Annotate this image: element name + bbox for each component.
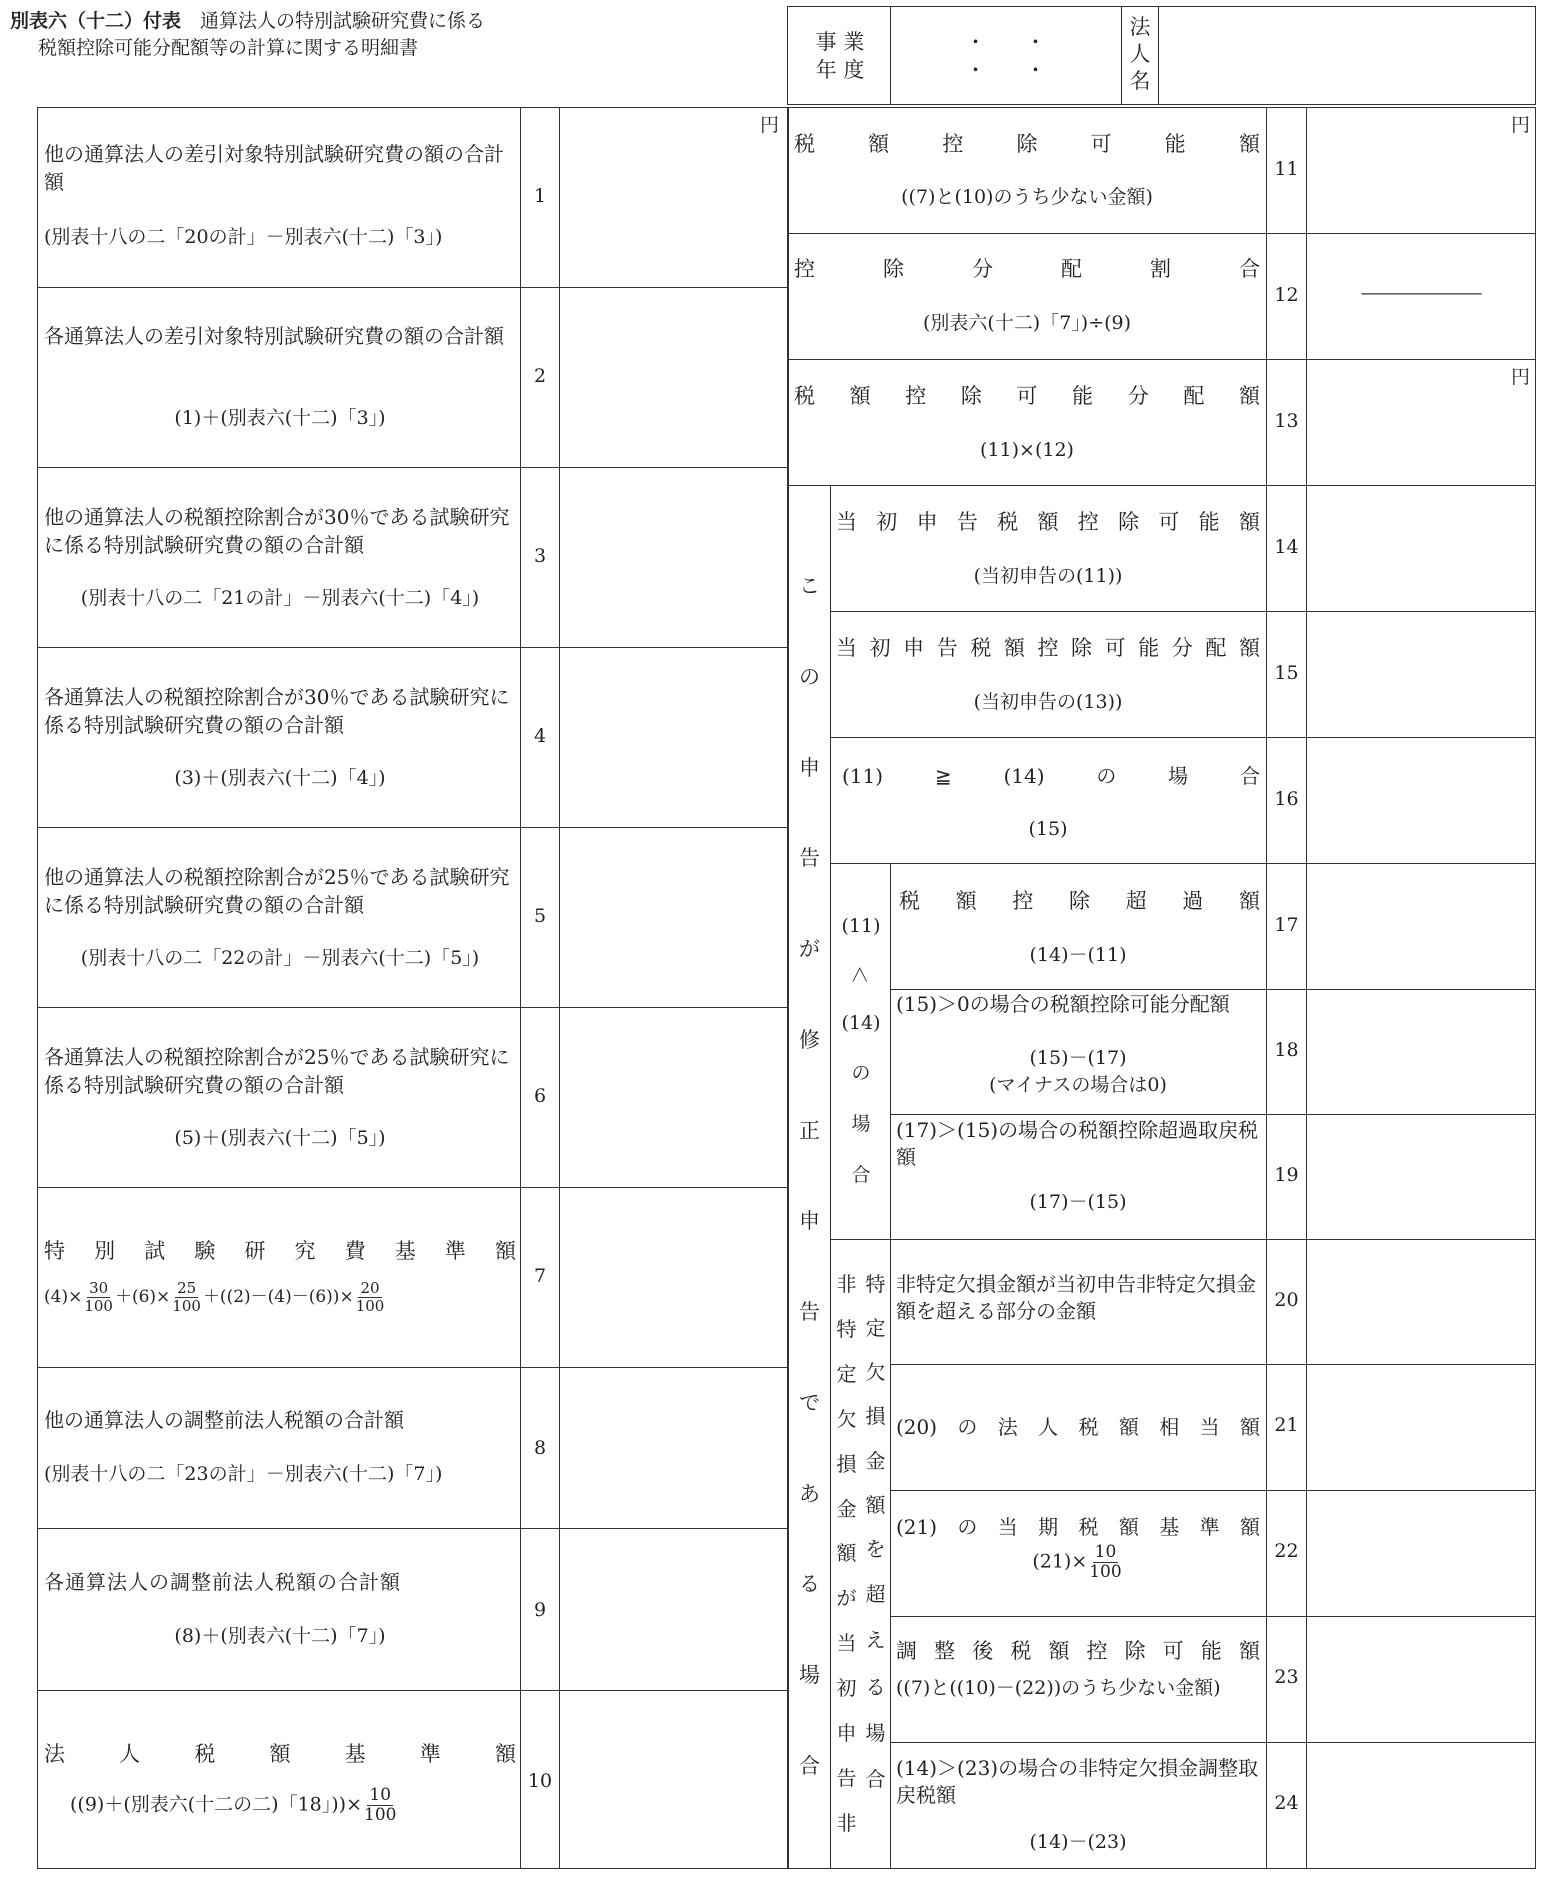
row-21-number: 21 [1274, 1414, 1299, 1436]
row-1-formula: (別表十八の二「20の計」－別表六(十二)「3」) [44, 226, 443, 248]
form-title: 別表六（十二）付表 通算法人の特別試験研究費に係る 税額控除可能分配額等の計算に関する明細書 [10, 10, 486, 59]
row-14-amount-field[interactable] [1308, 486, 1535, 611]
row-2-formula: (1)＋(別表六(十二)「3」) [174, 407, 386, 429]
row-5-label: 他の通算法人の税額控除割合が25％である試験研究に係る特別試験研究費の額の合計額 [44, 865, 510, 917]
row-17-formula: (14)－(11) [1029, 944, 1127, 966]
yen-unit: 円 [760, 114, 780, 136]
row-23-label: 調 整 後 税 額 控 除 可 能 額 [896, 1639, 1260, 1663]
row-15-number: 15 [1274, 662, 1299, 684]
row-22-number: 22 [1274, 1540, 1299, 1562]
row-16-number: 16 [1274, 788, 1299, 810]
row-6-amount-field[interactable] [561, 1008, 787, 1187]
row-18-formula: (15)－(17) [1029, 1047, 1127, 1069]
row-9-formula: (8)＋(別表六(十二)「7」) [174, 1625, 386, 1647]
case-11-lt-14-label: (11) ＜ (14) の 場 合 [841, 915, 881, 1186]
row-11-amount-field[interactable] [1308, 108, 1535, 233]
row-10-number: 10 [527, 1770, 553, 1792]
row-22-label: (21) の 当 期 税 額 基 準 額 [896, 1515, 1260, 1539]
row-13-label: 税 額 控 除 可 能 分 配 額 [794, 384, 1260, 408]
row-5-number: 5 [533, 905, 547, 927]
row-12-label: 控 除 分 配 割 合 [794, 257, 1260, 281]
row-16-formula: (15) [1028, 818, 1068, 840]
row-1-amount-field[interactable] [561, 108, 787, 287]
row-4-amount-field[interactable] [561, 648, 787, 827]
row-20-number: 20 [1274, 1289, 1299, 1311]
row-10-label: 法 人 税 額 基 準 額 [44, 1742, 516, 1766]
row-11-formula: ((7)と(10)のうち少ない金額) [901, 186, 1153, 208]
row-3-amount-field[interactable] [561, 468, 787, 647]
row-19-amount-field[interactable] [1308, 1115, 1535, 1239]
row-24-number: 24 [1274, 1792, 1299, 1814]
row-9-amount-field[interactable] [561, 1529, 787, 1690]
row-7-amount-field[interactable] [561, 1188, 787, 1367]
row-19-label: (17)＞(15)の場合の税額控除超過取戻税額 [896, 1118, 1259, 1169]
row-9-number: 9 [533, 1599, 547, 1621]
row-13-formula: (11)×(12) [980, 439, 1074, 461]
row-10-amount-field[interactable] [561, 1691, 787, 1868]
row-20-label: 非特定欠損金額が当初申告非特定欠損金額を超える部分の金額 [896, 1272, 1256, 1323]
row-8-number: 8 [533, 1437, 547, 1459]
non-specific-loss-label-col-b-bottom: 超 え る 場 合 [865, 1582, 886, 1791]
row-16-amount-field[interactable] [1308, 738, 1535, 863]
row-15-formula: (当初申告の(13)) [973, 691, 1123, 713]
row-12-formula: (別表六(十二)「7」)÷(9) [922, 312, 1132, 334]
yen-unit: 円 [1511, 114, 1531, 136]
row-6-label: 各通算法人の税額控除割合が25％である試験研究に係る特別試験研究費の額の合計額 [44, 1045, 510, 1097]
row-21-label: (20) の 法 人 税 額 相 当 額 [896, 1415, 1260, 1439]
row-21-amount-field[interactable] [1308, 1365, 1535, 1490]
non-specific-loss-label-col-b-top: 特 定 欠 損 金 額 を [865, 1272, 886, 1561]
row-5-formula: (別表十八の二「22の計」－別表六(十二)「5」) [80, 947, 480, 969]
row-18-amount-field[interactable] [1308, 990, 1535, 1114]
row-1-label: 他の通算法人の差引対象特別試験研究費の額の合計額 [44, 142, 504, 194]
row-24-label: (14)＞(23)の場合の非特定欠損金調整取戻税額 [896, 1756, 1259, 1807]
row-23-number: 23 [1274, 1666, 1299, 1688]
row-19-formula: (17)－(15) [1029, 1191, 1127, 1213]
row-15-amount-field[interactable] [1308, 612, 1535, 737]
row-2-label: 各通算法人の差引対象特別試験研究費の額の合計額 [44, 324, 504, 348]
row-17-amount-field[interactable] [1308, 864, 1535, 989]
row-6-number: 6 [533, 1085, 547, 1107]
row-7-formula: (4)× $\frac{30}{100}$ ＋(6)× $\frac{25}{100}$ ＋((2)－(4)－(6))× $\frac{20}{100}$ [44, 1279, 385, 1315]
row-5-amount-field[interactable] [561, 828, 787, 1007]
row-12-value: ―――――― [1361, 280, 1482, 304]
row-14-number: 14 [1274, 536, 1299, 558]
row-14-formula: (当初申告の(11)) [973, 565, 1123, 587]
row-8-label: 他の通算法人の調整前法人税額の合計額 [44, 1408, 404, 1432]
row-4-formula: (3)＋(別表六(十二)「4」) [174, 767, 386, 789]
business-year-field[interactable]: ・ ・ ・ ・ [965, 30, 1046, 82]
row-18-label: (15)＞0の場合の税額控除可能分配額 [896, 992, 1230, 1016]
row-13-amount-field[interactable] [1308, 360, 1535, 485]
yen-unit: 円 [1511, 366, 1531, 388]
row-1-number: 1 [533, 185, 547, 207]
row-15-label: 当 初 申 告 税 額 控 除 可 能 分 配 額 [836, 636, 1260, 660]
row-11-label: 税 額 控 除 可 能 額 [794, 132, 1260, 156]
row-11-number: 11 [1274, 158, 1299, 180]
business-year-label: 事 業 年 度 [815, 30, 865, 82]
row-20-amount-field[interactable] [1308, 1240, 1535, 1364]
row-3-label: 他の通算法人の税額控除割合が30％である試験研究に係る特別試験研究費の額の合計額 [44, 505, 510, 557]
row-12-number: 12 [1274, 284, 1299, 306]
amended-return-group-label: こ の 申 告 が 修 正 申 告 で あ る 場 合 [799, 574, 820, 1778]
row-24-amount-field[interactable] [1308, 1743, 1535, 1868]
row-22-formula: (21)× $\frac{10}{100}$ [1032, 1542, 1122, 1582]
row-2-number: 2 [533, 365, 547, 387]
row-9-label: 各通算法人の調整前法人税額の合計額 [44, 1570, 401, 1594]
row-18-note: (マイナスの場合は0) [989, 1074, 1167, 1096]
row-4-label: 各通算法人の税額控除割合が30％である試験研究に係る特別試験研究費の額の合計額 [44, 685, 510, 737]
row-16-label: (11) ≧ (14) の 場 合 [842, 764, 1260, 788]
row-23-amount-field[interactable] [1308, 1617, 1535, 1742]
corp-name-label: 法 人 名 [1129, 15, 1151, 93]
row-13-number: 13 [1274, 410, 1299, 432]
row-3-formula: (別表十八の二「21の計」－別表六(十二)「4」) [80, 587, 480, 609]
row-6-formula: (5)＋(別表六(十二)「5」) [174, 1127, 386, 1149]
row-17-label: 税 額 控 除 超 過 額 [899, 889, 1260, 913]
row-8-amount-field[interactable] [561, 1368, 787, 1528]
row-23-formula: ((7)と((10)－(22))のうち少ない金額) [896, 1677, 1221, 1699]
row-10-formula: ((9)＋(別表六(十二の二)「18」))× $\frac{10}{100}$ [70, 1785, 397, 1825]
row-22-amount-field[interactable] [1308, 1491, 1535, 1616]
non-specific-loss-label-col-a: 非 特 定 欠 損 金 額 が 当 初 申 告 非 [836, 1272, 857, 1835]
row-18-number: 18 [1274, 1039, 1299, 1061]
row-8-formula: (別表十八の二「23の計」－別表六(十二)「7」) [44, 1463, 443, 1485]
corp-name-field[interactable] [1160, 8, 1534, 103]
row-17-number: 17 [1274, 914, 1299, 936]
row-24-formula: (14)－(23) [1029, 1831, 1127, 1853]
row-19-number: 19 [1274, 1164, 1299, 1186]
row-7-label: 特 別 試 験 研 究 費 基 準 額 [44, 1239, 516, 1263]
row-7-number: 7 [533, 1265, 547, 1287]
row-14-label: 当 初 申 告 税 額 控 除 可 能 額 [836, 510, 1260, 534]
row-2-amount-field[interactable] [561, 288, 787, 467]
row-4-number: 4 [533, 725, 547, 747]
row-3-number: 3 [533, 545, 547, 567]
